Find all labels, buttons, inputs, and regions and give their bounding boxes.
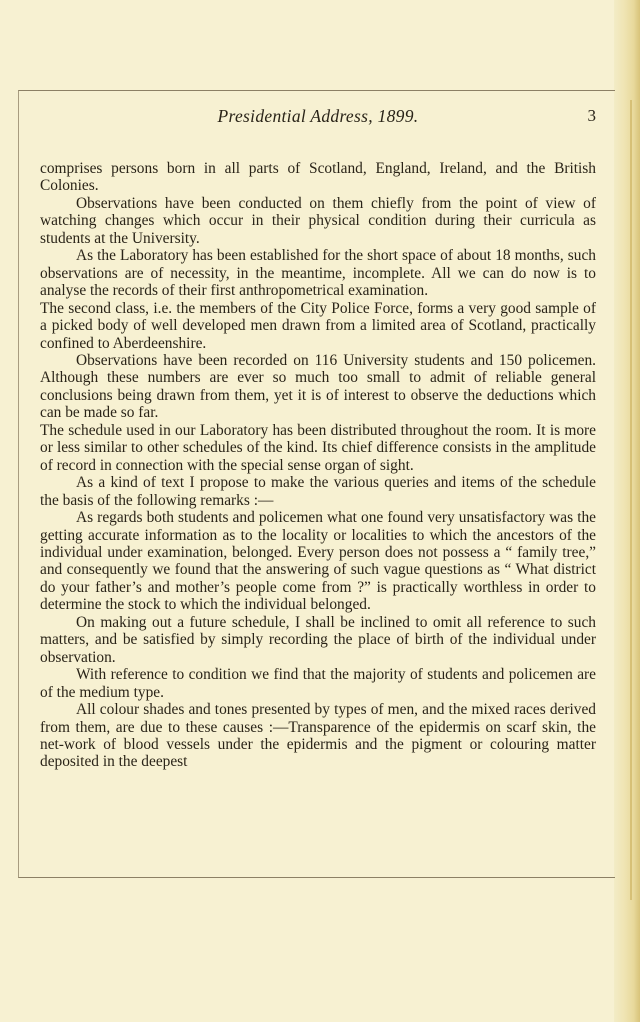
body-text xyxy=(40,160,596,771)
paragraph: All colour shades and tones presented by types of men, and the mixed races derived from them, are due to these causes :—Transparence of the epidermis on scarf skin, the net-work of blood vessels under the epidermis and the pigment or colouring matter deposited in the deepest xyxy=(40,701,596,771)
paragraph: With reference to condition we find that the majority of students and policemen are of the medium type. xyxy=(40,666,596,701)
paragraph: Observations have been conducted on them chiefly from the point of view of watching changes which occur in their physical condition during their curricula as students at the University. xyxy=(40,194,596,247)
margin-rule xyxy=(630,100,632,900)
paragraph: As the Laboratory has been established for the short space of about 18 months, such observations are of necessity, in the meantime, incomplete. All we can do now is to analyse the records of their first anthropometrical examination. xyxy=(40,247,596,300)
running-title: Presidential Address, 1899. xyxy=(217,106,419,126)
paragraph: Observations have been recorded on 116 University students and 150 policemen. Although these numbers are ever so much too small to admit of reliable general conclusions being drawn from them, yet it is of interest to observe the deductions which can be made so far. xyxy=(40,351,596,422)
paragraph: As regards both students and policemen what one found very unsatisfactory was the getting accurate information as to the locality or localities to which the ancestors of the individual under examination, belonged. Every person does not possess a “ family tree,” and consequently we found that the answering of such vague questions as “ What district do your father’s and mother’s people come from ?” is practically worthless in order to determine the stock to which the individual belonged. xyxy=(40,509,596,614)
paragraph: comprises persons born in all parts of Scotland, England, Ireland, and the British Colonies. xyxy=(40,160,596,195)
page-number: 3 xyxy=(587,106,596,125)
running-header xyxy=(40,104,596,130)
paragraph: As a kind of text I propose to make the various queries and items of the schedule the basis of the following remarks :— xyxy=(40,474,596,509)
paragraph: The schedule used in our Laboratory has been distributed throughout the room. It is more or less similar to other schedules of the kind. Its chief difference consists in the amplitude of record in connection with the special sense organ of sight. xyxy=(40,421,596,474)
page-edge xyxy=(614,0,640,1022)
paragraph: The second class, i.e. the members of the City Police Force, forms a very good sample of a picked body of well developed men drawn from a limited area of Scotland, practically confined to Aberdeenshire. xyxy=(40,299,596,352)
paragraph: On making out a future schedule, I shall be inclined to omit all reference to such matters, and be satisfied by simply recording the place of birth of the individual under observation. xyxy=(40,613,596,666)
